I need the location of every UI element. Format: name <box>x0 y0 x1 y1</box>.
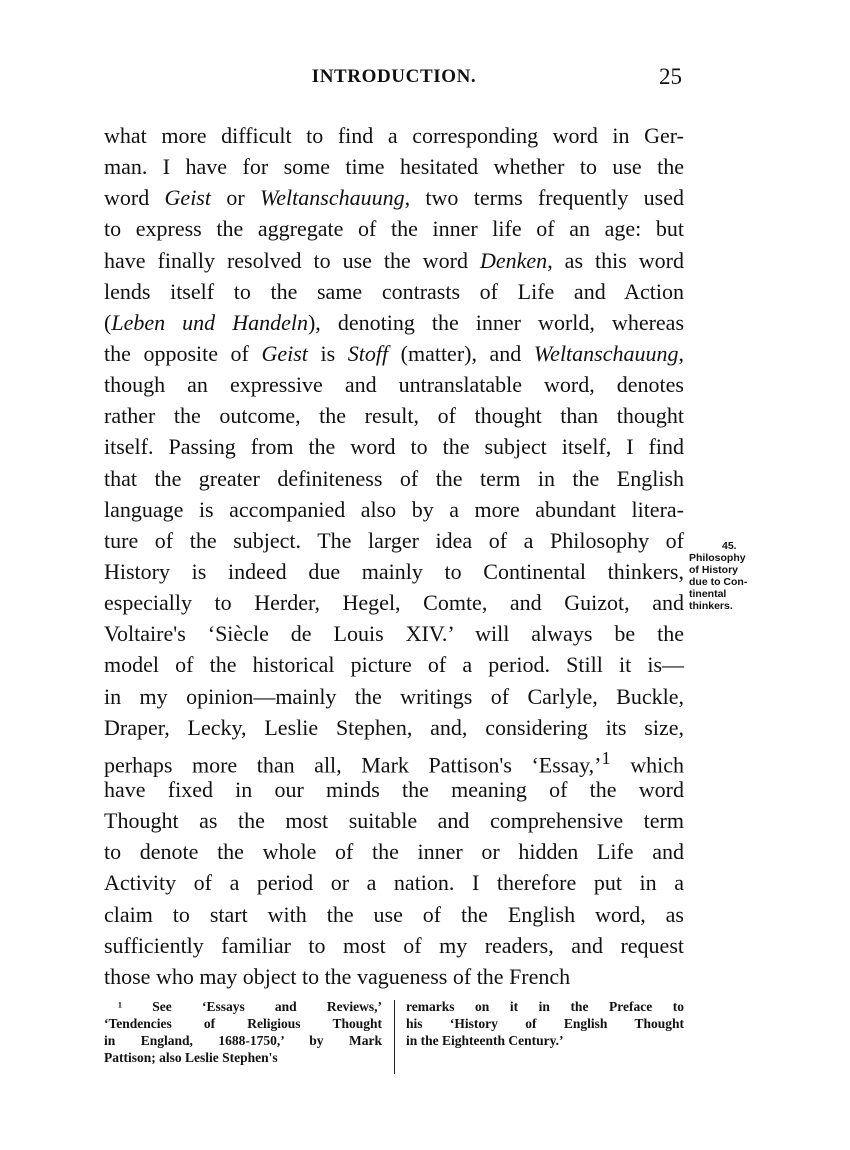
body-text <box>104 120 684 992</box>
body-line: word Geist or Weltanschauung, two terms frequently used <box>104 185 685 211</box>
body-line: Activity of a period or a nation. I therefore put in a <box>104 870 684 896</box>
body-line: perhaps more than all, Mark Pattison's ‘Essay,’$^1$ which <box>104 747 684 778</box>
body-line: have fixed in our minds the meaning of the word <box>104 776 684 802</box>
body-line: especially to Herder, Hegel, Comte, and Guizot, and <box>104 590 684 616</box>
body-line: History is indeed due mainly to Continental thinkers, <box>104 558 684 584</box>
body-line: (Leben und Handeln), denoting the inner world, whereas <box>104 309 685 335</box>
footnote-column-right <box>406 998 684 1049</box>
body-line: Thought as the most suitable and comprehensive term <box>104 808 684 834</box>
footnote-line: remarks on it in the Preface to <box>406 999 684 1014</box>
body-line: sufficiently familiar to most of my readers, and request <box>104 932 684 958</box>
marginal-note-line: thinkers. <box>689 600 733 612</box>
body-line: the opposite of Geist is Stoff (matter), and Weltanschauung, <box>104 340 684 366</box>
body-line: Voltaire's ‘Siècle de Louis XIV.’ will always be the <box>104 621 684 647</box>
marginal-note-line: tinental <box>689 588 727 600</box>
body-line: Draper, Lecky, Leslie Stephen, and, considering its size, <box>104 714 684 740</box>
body-line: those who may object to the vagueness of the French <box>104 963 571 989</box>
body-line: though an expressive and untranslatable word, denotes <box>104 372 684 398</box>
body-line: man. I have for some time hesitated whether to use the <box>104 154 684 180</box>
footnote-line: in England, 1688-1750,’ by Mark <box>104 1033 382 1048</box>
page-number: 25 <box>659 64 682 89</box>
body-line: to denote the whole of the inner or hidden Life and <box>104 839 684 865</box>
body-line: claim to start with the use of the English word, as <box>104 901 684 927</box>
marginal-note-number: 45. <box>722 540 737 552</box>
body-line: language is accompanied also by a more abundant litera- <box>104 496 684 522</box>
footnote-line: Pattison; also Leslie Stephen's <box>104 1050 278 1065</box>
body-line: that the greater definiteness of the term in the English <box>104 465 684 491</box>
footnote-line: ¹ See ‘Essays and Reviews,’ <box>118 999 382 1014</box>
body-line: what more difficult to find a corresponding word in Ger- <box>104 123 684 148</box>
body-line: to express the aggregate of the inner life of an age: but <box>104 216 684 242</box>
footnote-divider <box>394 1000 395 1074</box>
running-head <box>104 66 684 96</box>
marginal-note-line: of History <box>689 564 739 576</box>
footnote-column-left <box>104 998 382 1066</box>
marginal-note-line: due to Con- <box>689 576 748 588</box>
marginal-note <box>689 540 779 612</box>
body-line: rather the outcome, the result, of thought than thought <box>104 403 684 429</box>
footnotes <box>104 998 684 1078</box>
footnote-line: ‘Tendencies of Religious Thought <box>104 1016 382 1031</box>
marginal-note-line: Philosophy <box>689 552 746 564</box>
body-line: lends itself to the same contrasts of Life and Action <box>104 278 684 304</box>
footnote-line: his ‘History of English Thought <box>406 1016 684 1031</box>
body-line: ture of the subject. The larger idea of a Philosophy of <box>104 527 684 553</box>
body-line: in my opinion—mainly the writings of Carlyle, Buckle, <box>104 683 684 709</box>
body-line: model of the historical picture of a period. Still it is— <box>104 652 684 678</box>
body-line: have finally resolved to use the word Denken, as this word <box>104 247 685 273</box>
footnote-line: in the Eighteenth Century.’ <box>406 1033 564 1048</box>
body-line: itself. Passing from the word to the subject itself, I find <box>104 434 684 460</box>
running-title: INTRODUCTION. <box>311 66 477 87</box>
